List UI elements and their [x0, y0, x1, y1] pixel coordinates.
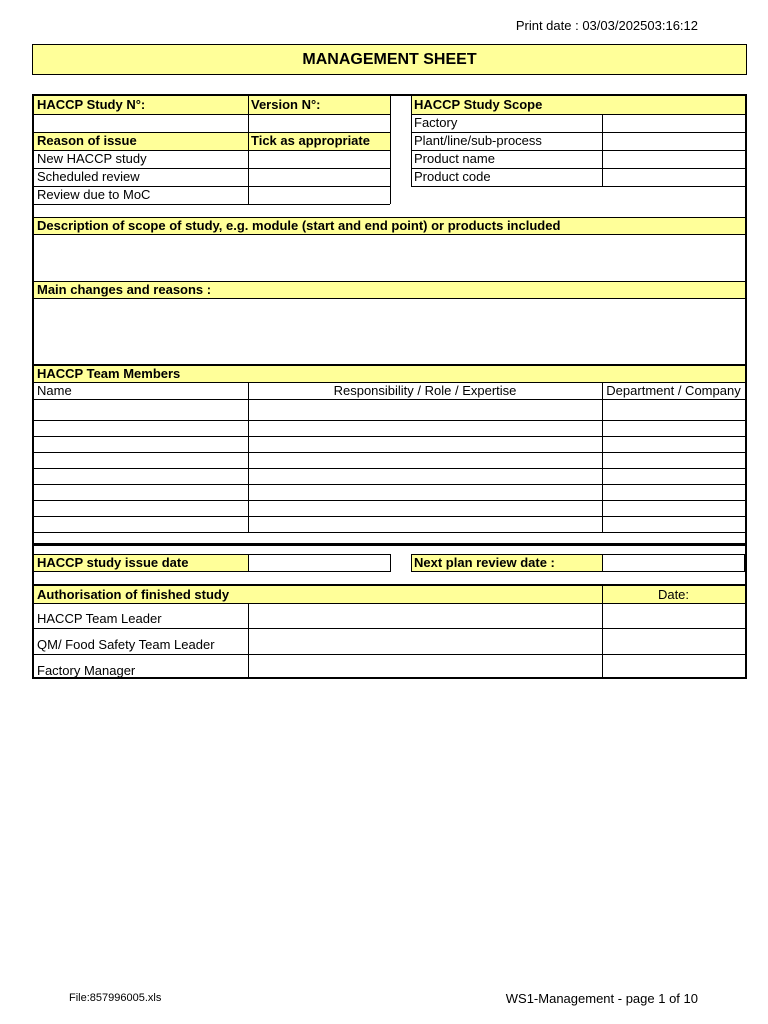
tick-review-moc[interactable]: [248, 186, 390, 204]
auth-qm-signature[interactable]: [248, 629, 602, 654]
print-date: Print date : 03/03/202503:16:12: [515, 18, 698, 33]
auth-qm-date[interactable]: [602, 629, 745, 654]
reason-new-study: New HACCP study: [37, 151, 147, 166]
auth-team-leader-date[interactable]: [602, 604, 745, 628]
scope-factory-field[interactable]: [602, 114, 745, 132]
next-review-label: Next plan review date :: [411, 554, 602, 572]
haccp-study-no-field[interactable]: [34, 114, 248, 132]
tick-scheduled-review[interactable]: [248, 168, 390, 186]
reason-of-issue-label: Reason of issue: [34, 132, 248, 150]
scope-product-code-label: Product code: [414, 169, 491, 184]
version-no-field[interactable]: [248, 114, 390, 132]
haccp-study-no-label: HACCP Study N°:: [34, 96, 248, 114]
auth-team-leader-label: HACCP Team Leader: [37, 611, 162, 626]
scope-factory-label: Factory: [414, 115, 458, 130]
reason-review-moc: Review due to MoC: [37, 187, 151, 202]
reason-scheduled-review: Scheduled review: [37, 169, 140, 184]
scope-product-name-field[interactable]: [602, 150, 745, 168]
description-label: Description of scope of study, e.g. module (start and end point) or products included: [34, 218, 745, 234]
management-form: [32, 94, 747, 679]
team-col-responsibility: Responsibility / Role / Expertise: [333, 383, 517, 398]
auth-factory-manager-label: Factory Manager: [37, 663, 136, 678]
tick-new-study[interactable]: [248, 150, 390, 168]
scope-product-name-label: Product name: [414, 151, 495, 166]
main-changes-label: Main changes and reasons :: [34, 282, 745, 298]
auth-qm-label: QM/ Food Safety Team Leader: [37, 637, 215, 652]
authorisation-date-label: Date:: [602, 586, 745, 603]
team-members-header: HACCP Team Members: [34, 366, 745, 382]
description-field[interactable]: [34, 235, 745, 281]
sheet-title: MANAGEMENT SHEET: [32, 44, 747, 75]
main-changes-field[interactable]: [34, 299, 745, 364]
scope-header: HACCP Study Scope: [411, 96, 745, 114]
authorisation-header: Authorisation of finished study: [34, 586, 602, 603]
scope-plant-field[interactable]: [602, 132, 745, 150]
team-col-department: Department / Company: [606, 383, 741, 398]
version-no-label: Version N°:: [248, 96, 390, 114]
team-col-name: Name: [37, 383, 72, 398]
tick-as-appropriate-label: Tick as appropriate: [248, 132, 390, 150]
auth-factory-manager-date[interactable]: [602, 655, 745, 679]
auth-team-leader-signature[interactable]: [248, 604, 602, 628]
scope-plant-label: Plant/line/sub-process: [414, 133, 542, 148]
scope-product-code-field[interactable]: [602, 168, 745, 186]
footer-page: WS1-Management - page 1 of 10: [505, 991, 698, 1006]
footer-file: File:857996005.xls: [69, 992, 162, 1004]
issue-date-label: HACCP study issue date: [34, 554, 248, 572]
auth-factory-manager-signature[interactable]: [248, 655, 602, 679]
